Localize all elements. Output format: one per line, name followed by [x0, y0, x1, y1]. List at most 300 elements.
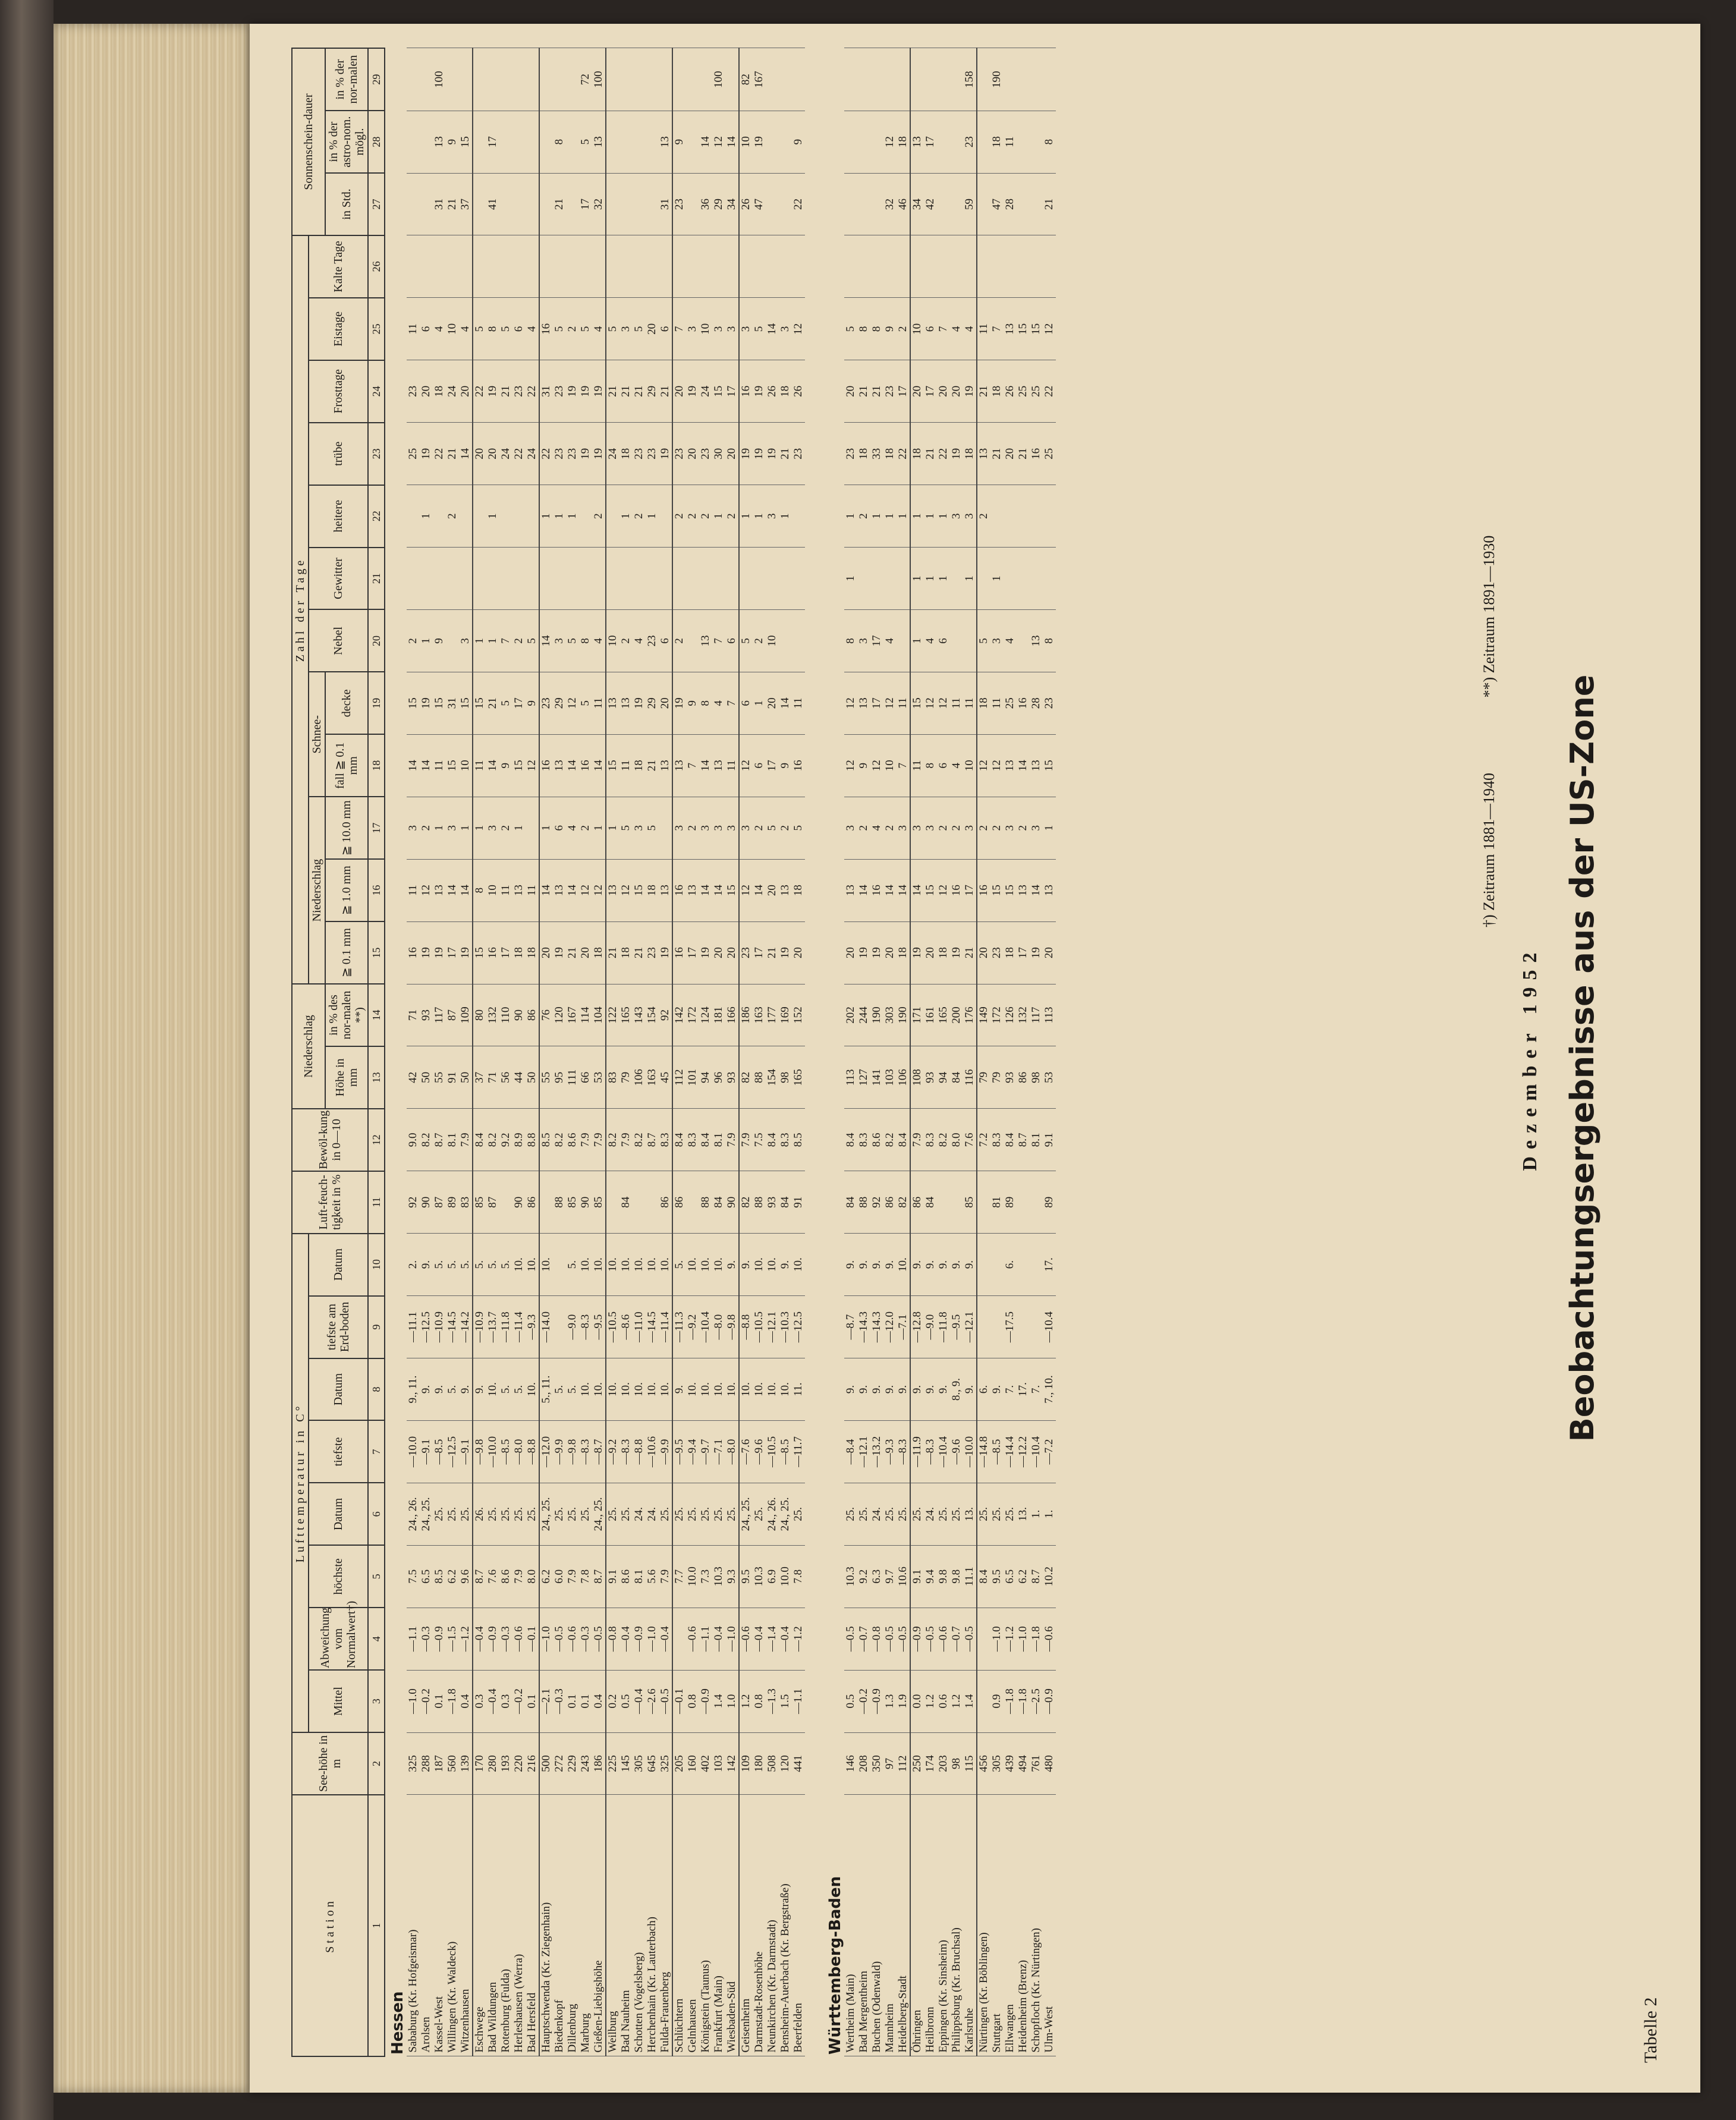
table-cell: 216 [526, 1732, 539, 1795]
table-cell: 8 [473, 859, 486, 921]
table-cell: 17 [686, 921, 699, 984]
table-cell: 14 [753, 859, 766, 921]
table-cell: 480 [1043, 1732, 1056, 1795]
table-cell: 10.6 [897, 1545, 910, 1608]
table-cell: 37 [473, 1046, 486, 1109]
table-cell: 21 [633, 921, 646, 984]
table-cell: 9 [686, 672, 699, 734]
table-row [766, 48, 779, 2056]
table-cell [977, 1608, 990, 1670]
table-cell: 22 [473, 360, 486, 423]
header-gewitter: Gewitter [309, 548, 368, 610]
table-cell: 23 [553, 360, 566, 423]
table-cell: 9. [883, 1358, 897, 1421]
table-cell: 8.5 [792, 1109, 805, 1171]
table-cell: 32 [592, 173, 606, 235]
table-cell: 10. [686, 1234, 699, 1296]
table-cell: 152 [792, 984, 805, 1046]
table-cell: 243 [579, 1732, 592, 1795]
table-cell: 11 [619, 734, 633, 797]
table-cell [499, 548, 512, 610]
table-cell: 15 [407, 672, 420, 734]
table-cell: 10.2 [1043, 1545, 1056, 1608]
table-cell: 25. [619, 1483, 633, 1545]
table-cell: 79 [619, 1046, 633, 1109]
table-cell: 1.4 [963, 1670, 977, 1732]
table-label: Tabelle 2 [1641, 1997, 1660, 2063]
table-cell [990, 485, 1004, 548]
table-cell: —0.9 [910, 1608, 924, 1670]
table-cell [539, 548, 553, 610]
table-cell: 96 [712, 1046, 725, 1109]
table-cell: 4 [592, 609, 606, 672]
column-number: 14 [368, 984, 385, 1046]
table-cell: 20 [766, 672, 779, 734]
table-cell: 16 [672, 921, 686, 984]
table-cell: 21 [553, 173, 566, 235]
table-cell [553, 1234, 566, 1296]
table-cell: 17. [1043, 1234, 1056, 1296]
table-cell [725, 48, 739, 111]
table-cell [779, 111, 792, 173]
table-cell: 25. [606, 1483, 619, 1545]
table-cell: 180 [753, 1732, 766, 1795]
header-heitere: heitere [309, 485, 368, 548]
table-cell: 86 [672, 1171, 686, 1234]
table-cell: 1 [870, 485, 883, 548]
table-cell: 6.2 [1017, 1545, 1030, 1608]
table-cell: 10 [910, 298, 924, 360]
table-cell: 229 [566, 1732, 579, 1795]
table-cell: 13 [659, 859, 672, 921]
table-cell [792, 609, 805, 672]
table-cell: —9.0 [924, 1296, 937, 1358]
table-row [420, 48, 433, 2056]
table-row [910, 48, 924, 2056]
table-cell: 8 [1043, 111, 1056, 173]
station-name: Bensheim-Auerbach (Kr. Bergstraße) [779, 1795, 792, 2056]
table-cell: 18 [592, 921, 606, 984]
table-cell: 1 [990, 548, 1004, 610]
table-cell [526, 111, 539, 173]
table-cell: 28 [1004, 173, 1017, 235]
table-cell: 4 [433, 298, 446, 360]
table-cell: —8.8 [739, 1296, 753, 1358]
table-cell: 303 [883, 984, 897, 1046]
table-cell: 31 [446, 672, 459, 734]
station-name: Heidenheim (Brenz) [1017, 1795, 1030, 2056]
table-cell: 7.9 [910, 1109, 924, 1171]
table-cell: 18 [779, 360, 792, 423]
table-cell: 288 [420, 1732, 433, 1795]
table-cell: 7.9 [566, 1545, 579, 1608]
table-cell: 4 [870, 797, 883, 859]
table-cell: 13 [1004, 298, 1017, 360]
table-cell: 7 [672, 298, 686, 360]
table-cell [420, 235, 433, 298]
table-cell [977, 548, 990, 610]
table-cell: 0.5 [619, 1670, 633, 1732]
table-cell: —0.4 [712, 1608, 725, 1670]
table-cell: 21 [566, 921, 579, 984]
column-number: 24 [368, 360, 385, 423]
table-cell: 5. [446, 1358, 459, 1421]
table-cell: —10.9 [473, 1296, 486, 1358]
table-cell: 89 [446, 1171, 459, 1234]
table-cell: 761 [1030, 1732, 1043, 1795]
table-cell: —8.5 [990, 1420, 1004, 1483]
table-cell [539, 111, 553, 173]
table-cell: 190 [870, 984, 883, 1046]
table-cell: 10 [739, 111, 753, 173]
table-cell [473, 173, 486, 235]
table-cell: 10 [486, 859, 499, 921]
table-cell: 8.6 [619, 1545, 633, 1608]
table-cell: 87 [446, 984, 459, 1046]
table-cell: 11 [592, 672, 606, 734]
table-cell [499, 1171, 512, 1234]
table-cell: 8.6 [499, 1545, 512, 1608]
table-cell: 10 [606, 609, 619, 672]
table-cell [870, 548, 883, 610]
table-cell: 92 [407, 1171, 420, 1234]
table-cell: 3 [407, 797, 420, 859]
table-cell: 187 [433, 1732, 446, 1795]
table-row [897, 48, 910, 2056]
table-cell [1017, 173, 1030, 235]
table-cell: 11 [792, 672, 805, 734]
table-cell: 23 [407, 360, 420, 423]
table-row [606, 48, 619, 2056]
table-cell: 24., 25. [420, 1483, 433, 1545]
table-cell: 163 [753, 984, 766, 1046]
table-cell: 9. [857, 1234, 870, 1296]
table-cell: 3 [619, 298, 633, 360]
table-cell: 193 [499, 1732, 512, 1795]
column-number: 5 [368, 1545, 385, 1608]
table-cell [1030, 1234, 1043, 1296]
table-cell [977, 48, 990, 111]
station-name: Rotenburg (Fulda) [499, 1795, 512, 2056]
column-number: 8 [368, 1358, 385, 1421]
table-cell: 25. [579, 1483, 592, 1545]
table-cell: 18 [633, 734, 646, 797]
table-cell: 15 [1017, 298, 1030, 360]
table-row [619, 48, 633, 2056]
table-cell: 12 [883, 672, 897, 734]
table-cell: —0.8 [606, 1608, 619, 1670]
header-abweichung: Abweichung vom Normalwert†) [309, 1608, 368, 1670]
table-cell [857, 173, 870, 235]
table-cell: 6 [937, 734, 950, 797]
table-cell: 2 [950, 797, 963, 859]
table-cell: 6.9 [766, 1545, 779, 1608]
table-cell: 1 [897, 485, 910, 548]
table-cell [1017, 111, 1030, 173]
table-cell: 14 [712, 859, 725, 921]
table-cell: 5. [459, 1234, 473, 1296]
table-cell [407, 173, 420, 235]
table-cell: 19 [963, 360, 977, 423]
table-cell: 9 [792, 111, 805, 173]
table-cell: 117 [1030, 984, 1043, 1046]
table-cell: 8.8 [526, 1109, 539, 1171]
table-cell: 85 [566, 1171, 579, 1234]
table-cell [844, 48, 857, 111]
table-cell [512, 235, 526, 298]
table-cell: 25. [1004, 1483, 1017, 1545]
table-row [646, 48, 659, 2056]
table-cell: 7., 10. [1043, 1358, 1056, 1421]
table-cell: 21 [619, 360, 633, 423]
table-cell [512, 548, 526, 610]
table-cell: 6.2 [539, 1545, 553, 1608]
table-cell: 3 [725, 797, 739, 859]
table-cell: 9. [963, 1358, 977, 1421]
table-cell [779, 609, 792, 672]
table-cell: 8.9 [512, 1109, 526, 1171]
table-cell [619, 173, 633, 235]
table-cell: —14.3 [857, 1296, 870, 1358]
table-cell: 4 [712, 672, 725, 734]
table-cell: 17 [512, 672, 526, 734]
table-cell: 7.3 [699, 1545, 712, 1608]
table-cell: 149 [977, 984, 990, 1046]
table-cell: 500 [539, 1732, 553, 1795]
table-cell: 1 [539, 485, 553, 548]
table-cell: 9. [870, 1358, 883, 1421]
table-row [753, 48, 766, 2056]
table-cell: 25 [1030, 360, 1043, 423]
table-cell: —0.6 [739, 1608, 753, 1670]
table-cell: 29 [646, 360, 659, 423]
table-cell: 24. [924, 1483, 937, 1545]
table-cell [606, 1171, 619, 1234]
table-cell: 2 [420, 797, 433, 859]
table-cell [739, 548, 753, 610]
table-cell: 18 [526, 921, 539, 984]
table-cell: 170 [473, 1732, 486, 1795]
table-cell: 1 [473, 797, 486, 859]
header-proz-normal: in % der nor-malen [325, 48, 368, 111]
station-name: Philippsburg (Kr. Bruchsal) [950, 1795, 963, 2056]
table-cell: 18 [910, 423, 924, 485]
table-cell [659, 485, 672, 548]
table-cell: 16 [1030, 423, 1043, 485]
table-cell: 7.8 [579, 1545, 592, 1608]
table-cell: 3 [459, 609, 473, 672]
table-cell: 9.0 [407, 1109, 420, 1171]
table-cell: —8.7 [844, 1296, 857, 1358]
table-row [1030, 48, 1043, 2056]
table-cell: 10. [659, 1358, 672, 1421]
table-cell: 2 [725, 485, 739, 548]
table-cell: 9.5 [739, 1545, 753, 1608]
table-cell: 34 [910, 173, 924, 235]
table-cell: 1 [937, 548, 950, 610]
table-cell [633, 548, 646, 610]
table-cell: 18 [897, 111, 910, 173]
table-cell: —12.0 [883, 1296, 897, 1358]
station-name: Witzenhausen [459, 1795, 473, 2056]
table-cell: 5 [619, 797, 633, 859]
table-cell: 1 [712, 485, 725, 548]
table-cell: 3 [672, 797, 686, 859]
table-cell: —10.5 [753, 1296, 766, 1358]
table-cell: 16 [977, 859, 990, 921]
table-cell: 20 [659, 672, 672, 734]
table-cell: 20 [725, 921, 739, 984]
table-cell [950, 173, 963, 235]
table-cell: 11 [407, 859, 420, 921]
table-cell: 17 [870, 672, 883, 734]
table-cell: 25. [753, 1483, 766, 1545]
table-cell [539, 235, 553, 298]
table-cell: 8.7 [592, 1545, 606, 1608]
table-cell: 190 [897, 984, 910, 1046]
table-cell: 53 [1043, 1046, 1056, 1109]
table-cell: 17 [870, 609, 883, 672]
table-cell: 14 [779, 672, 792, 734]
table-cell: 20 [924, 921, 937, 984]
table-cell: 132 [486, 984, 499, 1046]
table-cell: 1 [592, 797, 606, 859]
table-cell: 16 [486, 921, 499, 984]
table-cell: 21 [606, 360, 619, 423]
table-cell: 163 [646, 1046, 659, 1109]
table-cell [633, 111, 646, 173]
station-name: Ulm-West [1043, 1795, 1056, 2056]
table-cell: —10.4 [1030, 1420, 1043, 1483]
table-cell: 9 [499, 734, 512, 797]
table-cell: —9.8 [473, 1420, 486, 1483]
table-cell: 7.9 [459, 1109, 473, 1171]
table-cell: 24 [446, 360, 459, 423]
header-kalte-tage: Kalte Tage [309, 235, 368, 298]
table-cell: 142 [725, 1732, 739, 1795]
table-cell: —0.3 [420, 1608, 433, 1670]
table-cell: 23 [844, 423, 857, 485]
table-cell: —9.2 [686, 1296, 699, 1358]
table-cell: 5 [579, 111, 592, 173]
table-cell: 20 [792, 921, 805, 984]
table-cell [446, 235, 459, 298]
table-cell: —7.2 [1043, 1420, 1056, 1483]
table-cell: 15 [924, 859, 937, 921]
table-cell: 2 [990, 797, 1004, 859]
table-cell: 117 [433, 984, 446, 1046]
table-cell: 25. [792, 1483, 805, 1545]
table-cell: 439 [1004, 1732, 1017, 1795]
table-cell: 8 [486, 298, 499, 360]
table-cell: 88 [753, 1046, 766, 1109]
table-cell [526, 48, 539, 111]
table-cell: 24., 25. [592, 1483, 606, 1545]
table-cell: —0.1 [526, 1608, 539, 1670]
table-cell: —14.3 [870, 1296, 883, 1358]
table-cell [486, 48, 499, 111]
table-cell: 23 [646, 423, 659, 485]
table-cell: 79 [977, 1046, 990, 1109]
station-name: Beerfelden [792, 1795, 805, 2056]
station-name: Kassel-West [433, 1795, 446, 2056]
table-cell [686, 235, 699, 298]
table-cell [937, 235, 950, 298]
table-cell: —9.5 [592, 1296, 606, 1358]
header-ns-hoehe: Höhe in mm [325, 1046, 368, 1109]
table-cell: 25. [566, 1483, 579, 1545]
table-cell: 6. [977, 1358, 990, 1421]
table-cell: 20 [1043, 921, 1056, 984]
table-cell: 4 [526, 298, 539, 360]
table-cell: 2 [753, 609, 766, 672]
table-row [739, 48, 753, 2056]
table-cell: 85 [473, 1171, 486, 1234]
table-cell: 86 [526, 984, 539, 1046]
table-cell: 7.5 [753, 1109, 766, 1171]
table-cell: 1.3 [883, 1670, 897, 1732]
table-cell: 0.4 [459, 1670, 473, 1732]
table-cell: 11 [433, 734, 446, 797]
table-cell: 25. [857, 1483, 870, 1545]
table-cell [857, 548, 870, 610]
table-cell: 14 [857, 859, 870, 921]
table-cell: 101 [686, 1046, 699, 1109]
table-cell [977, 111, 990, 173]
table-cell: 12 [712, 111, 725, 173]
table-cell: 21 [963, 921, 977, 984]
table-cell: 29 [646, 672, 659, 734]
table-cell: 12 [739, 734, 753, 797]
table-cell: 26 [739, 173, 753, 235]
header-hoechste: höchste [309, 1545, 368, 1608]
table-cell: 4 [950, 734, 963, 797]
table-cell [407, 548, 420, 610]
table-cell: —0.4 [659, 1608, 672, 1670]
table-cell: 21 [1043, 173, 1056, 235]
table-cell: 12 [937, 859, 950, 921]
table-cell: 25. [990, 1483, 1004, 1545]
table-cell [433, 485, 446, 548]
table-cell: 17 [897, 360, 910, 423]
table-cell [686, 548, 699, 610]
table-cell: 8.4 [1004, 1109, 1017, 1171]
table-cell: 7.2 [977, 1109, 990, 1171]
table-cell: 9. [990, 1358, 1004, 1421]
table-cell: 25. [883, 1483, 897, 1545]
table-cell [473, 111, 486, 173]
table-cell: 120 [779, 1732, 792, 1795]
table-row [592, 48, 606, 2056]
table-cell: 15 [1004, 859, 1017, 921]
table-cell: 25. [446, 1483, 459, 1545]
table-cell [606, 173, 619, 235]
table-cell [950, 111, 963, 173]
station-name: Biedenkopf [553, 1795, 566, 2056]
table-cell: 10 [883, 734, 897, 797]
table-cell: 13 [699, 609, 712, 672]
table-row [512, 48, 526, 2056]
table-cell: 21 [446, 173, 459, 235]
table-cell: 7 [990, 298, 1004, 360]
table-cell: —9.4 [686, 1420, 699, 1483]
table-row [844, 48, 857, 2056]
table-cell: 10. [766, 1358, 779, 1421]
table-cell: 10. [526, 1234, 539, 1296]
table-cell: 10. [579, 1234, 592, 1296]
table-cell: 5 [566, 609, 579, 672]
table-cell: —11.1 [407, 1296, 420, 1358]
